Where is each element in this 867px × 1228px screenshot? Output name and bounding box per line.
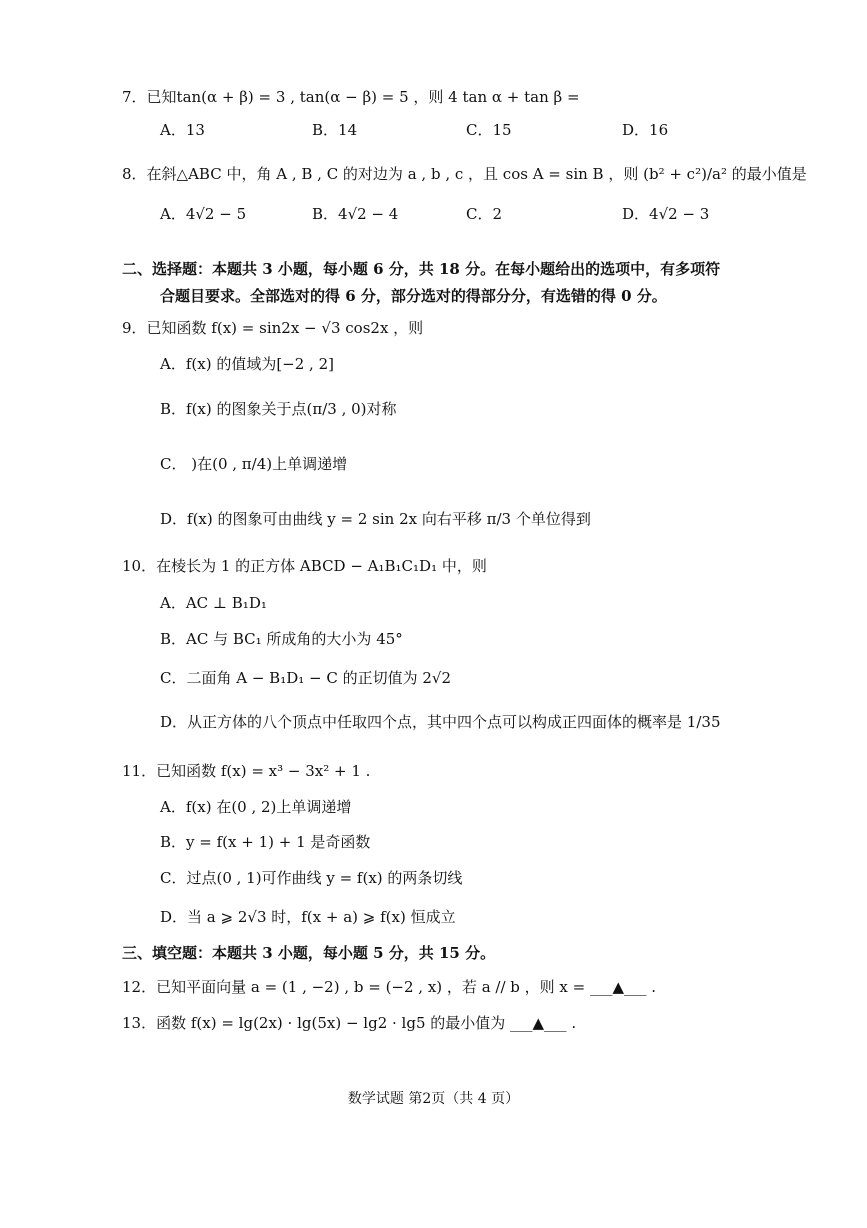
question-11-option-d: D．当 a ⩾ 2√3 时，f(x + a) ⩾ f(x) 恒成立 xyxy=(160,908,456,926)
question-12-stem: 12．已知平面向量 a = (1 , −2) , b = (−2 , x) ，若 a // b ，则 x = ___▲___ . xyxy=(122,978,657,996)
question-7-option-a: A．13 xyxy=(160,121,205,139)
section-3-heading: 三、填空题：本题共 3 小题，每小题 5 分，共 15 分。 xyxy=(122,944,496,962)
question-11-stem: 11．已知函数 f(x) = x³ − 3x² + 1 . xyxy=(122,762,371,780)
question-11-option-a: A．f(x) 在(0 , 2)上单调递增 xyxy=(160,798,352,816)
question-13-stem: 13．函数 f(x) = lg(2x) · lg(5x) − lg2 · lg5 的最小值为 ___▲___ . xyxy=(122,1014,577,1032)
question-8-option-c: C．2 xyxy=(466,205,503,223)
question-8-option-d: D．4√2 − 3 xyxy=(622,205,710,223)
question-9-option-a: A．f(x) 的值域为[−2 , 2] xyxy=(160,355,334,373)
question-10-option-a: A．AC ⊥ B₁D₁ xyxy=(160,594,267,612)
question-10-stem: 10．在棱长为 1 的正方体 ABCD − A₁B₁C₁D₁ 中，则 xyxy=(122,557,487,575)
question-7-option-c: C．15 xyxy=(466,121,512,139)
question-7-option-d: D．16 xyxy=(622,121,669,139)
question-10-option-d: D．从正方体的八个顶点中任取四个点，其中四个点可以构成正四面体的概率是 1/35 xyxy=(160,713,721,731)
question-11-option-c: C．过点(0 , 1)可作曲线 y = f(x) 的两条切线 xyxy=(160,869,463,887)
question-7-option-b: B．14 xyxy=(312,121,358,139)
question-8-option-b: B．4√2 − 4 xyxy=(312,205,399,223)
section-2-heading-line2: 合题目要求。全部选对的得 6 分，部分选对的得部分分，有选错的得 0 分。 xyxy=(160,287,667,305)
question-8-option-a: A．4√2 − 5 xyxy=(160,205,247,223)
question-11-option-b: B．y = f(x + 1) + 1 是奇函数 xyxy=(160,833,371,851)
page-footer: 数学试题 第2页（共 4 页） xyxy=(347,1091,520,1107)
section-2-heading-line1: 二、选择题：本题共 3 小题，每小题 6 分，共 18 分。在每小题给出的选项中，有多项符 xyxy=(122,260,721,278)
question-8-stem: 8．在斜△ABC 中，角 A , B , C 的对边为 a , b , c ，且 cos A = sin B ，则 (b² + c²)/a² 的最小值是 xyxy=(122,165,807,183)
question-9-option-c: C． )在(0 , π/4)上单调递增 xyxy=(160,455,348,473)
question-10-option-b: B．AC 与 BC₁ 所成角的大小为 45° xyxy=(160,630,403,648)
question-9-stem: 9．已知函数 f(x) = sin2x − √3 cos2x ，则 xyxy=(122,319,424,337)
question-10-option-c: C．二面角 A − B₁D₁ − C 的正切值为 2√2 xyxy=(160,669,452,687)
question-9-option-d: D．f(x) 的图象可由曲线 y = 2 sin 2x 向右平移 π/3 个单位得到 xyxy=(160,510,591,528)
question-9-option-b: B．f(x) 的图象关于点(π/3 , 0)对称 xyxy=(160,400,397,418)
question-7-stem: 7．已知tan(α + β) = 3 , tan(α − β) = 5 ，则 4 tan α + tan β = xyxy=(122,88,580,106)
